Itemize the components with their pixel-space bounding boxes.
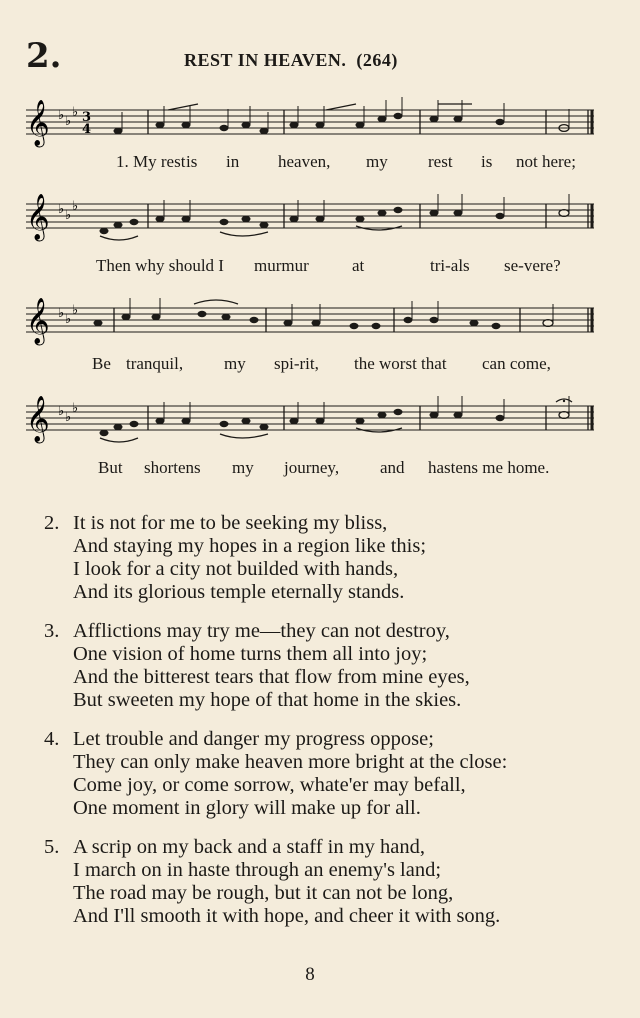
verse-line xyxy=(44,535,604,558)
lyric-syllable: at xyxy=(352,256,365,275)
flat-icon: ♭ xyxy=(65,208,72,223)
flat-icon: ♭ xyxy=(65,410,72,425)
flat-icon: ♭ xyxy=(58,404,65,419)
flat-icon: ♭ xyxy=(72,303,79,318)
verse-text: It is not for me to be seeking my bliss, xyxy=(73,512,388,534)
music-system-4 xyxy=(26,394,596,486)
verse-text: One vision of home turns them all into joy; xyxy=(73,643,428,665)
lyric-syllable: my xyxy=(224,354,246,373)
lyric-syllable: in xyxy=(226,152,240,171)
lyric-syllable: tri-als xyxy=(430,256,470,275)
verse-line xyxy=(44,581,604,604)
verse-text: Afflictions may try me—they can not destroy, xyxy=(73,620,450,642)
flat-icon: ♭ xyxy=(65,114,72,129)
verse-line xyxy=(44,728,604,751)
lyric-syllable: se-vere? xyxy=(504,256,561,275)
verse-number: 4. xyxy=(44,728,60,750)
treble-clef-icon: 𝄞 xyxy=(26,298,50,344)
verse-line xyxy=(44,859,604,882)
time-signature: 4 xyxy=(82,122,92,137)
lyric-syllable: can come, xyxy=(482,354,551,373)
lyric-syllable: and xyxy=(380,458,405,477)
staff-notation xyxy=(26,92,596,156)
lyric-syllable: Be xyxy=(92,354,111,373)
verse-line xyxy=(44,558,604,581)
lyric-line-4 xyxy=(26,458,596,482)
verse-number: 3. xyxy=(44,620,60,642)
verse-line xyxy=(44,643,604,666)
lyric-line-2 xyxy=(26,256,596,280)
lyric-syllable: hastens me home. xyxy=(428,458,550,477)
hymn-number: 2. xyxy=(26,36,62,76)
verse-text: And its glorious temple eternally stands. xyxy=(73,581,405,603)
verse-line xyxy=(44,751,604,774)
lyric-syllable: is xyxy=(186,152,198,171)
lyric-syllable: not here; xyxy=(516,152,576,171)
staff-notation xyxy=(26,296,596,358)
lyric-syllable: the worst that xyxy=(354,354,447,373)
lyric-syllable: heaven, xyxy=(278,152,331,171)
verses xyxy=(44,512,604,944)
verse-line xyxy=(44,836,604,859)
verse-text: A scrip on my back and a staff in my hand, xyxy=(73,836,426,858)
verse-line xyxy=(44,512,604,535)
lyric-syllable: But xyxy=(98,458,123,477)
lyric-syllable: murmur xyxy=(254,256,309,275)
verse-4 xyxy=(44,728,604,820)
lyric-syllable: Then why should I xyxy=(96,256,224,275)
flat-icon: ♭ xyxy=(65,312,72,327)
lyric-syllable: journey, xyxy=(284,458,340,477)
verse-line xyxy=(44,797,604,820)
treble-clef-icon: 𝄞 xyxy=(26,194,50,240)
flat-icon: ♭ xyxy=(72,199,79,214)
verse-line xyxy=(44,882,604,905)
treble-clef-icon: 𝄞 xyxy=(26,100,50,146)
time-signature: 3 xyxy=(82,110,92,125)
verse-text: I look for a city not builded with hands, xyxy=(73,558,399,580)
verse-text: I march on in haste through an enemy's land; xyxy=(73,859,442,881)
treble-clef-icon: 𝄞 xyxy=(26,396,50,442)
music-system-3 xyxy=(26,296,596,382)
verse-number: 5. xyxy=(44,836,60,858)
music-system-1 xyxy=(26,92,596,182)
lyric-syllable: my xyxy=(366,152,388,171)
verse-line xyxy=(44,666,604,689)
verse-2 xyxy=(44,512,604,604)
verse-text: Come joy, or come sorrow, whate'er may befall, xyxy=(73,774,466,796)
hymn-title: REST IN HEAVEN. (264) xyxy=(184,50,398,70)
lyric-syllable: spi-rit, xyxy=(274,354,319,373)
flat-icon: ♭ xyxy=(72,105,79,120)
music-system-2 xyxy=(26,192,596,284)
verse-text: Let trouble and danger my progress oppose; xyxy=(73,728,434,750)
flat-icon: ♭ xyxy=(72,401,79,416)
lyric-syllable: rest xyxy=(428,152,453,171)
lyric-syllable: my xyxy=(232,458,254,477)
verse-text: One moment in glory will make up for all. xyxy=(73,797,421,819)
page-number: 8 xyxy=(305,964,315,985)
verse-text: They can only make heaven more bright at the close: xyxy=(73,751,508,773)
lyric-syllable: 1. My rest xyxy=(116,152,186,171)
flat-icon: ♭ xyxy=(58,108,65,123)
staff-notation xyxy=(26,192,596,256)
staff-notation xyxy=(26,394,596,456)
verse-line xyxy=(44,689,604,712)
verse-3 xyxy=(44,620,604,712)
lyric-syllable: is xyxy=(481,152,493,171)
verse-text: But sweeten my hope of that home in the skies. xyxy=(73,689,462,711)
verse-5 xyxy=(44,836,604,928)
verse-text: And staying my hopes in a region like this; xyxy=(73,535,427,557)
notes xyxy=(100,207,505,234)
flat-icon: ♭ xyxy=(58,202,65,217)
verse-line xyxy=(44,620,604,643)
lyric-line-3 xyxy=(26,354,596,378)
flat-icon: ♭ xyxy=(58,306,65,321)
verse-text: And the bitterest tears that flow from mine eyes, xyxy=(73,666,470,688)
verse-line xyxy=(44,905,604,928)
lyric-syllable: tranquil, xyxy=(126,354,184,373)
verse-text: The road may be rough, but it can not be long, xyxy=(73,882,454,904)
verse-text: And I'll smooth it with hope, and cheer it with song. xyxy=(73,905,501,927)
verse-line xyxy=(44,774,604,797)
verse-number: 2. xyxy=(44,512,60,534)
notes xyxy=(100,409,505,436)
lyric-line-1 xyxy=(26,152,596,176)
lyric-syllable: shortens xyxy=(144,458,201,477)
